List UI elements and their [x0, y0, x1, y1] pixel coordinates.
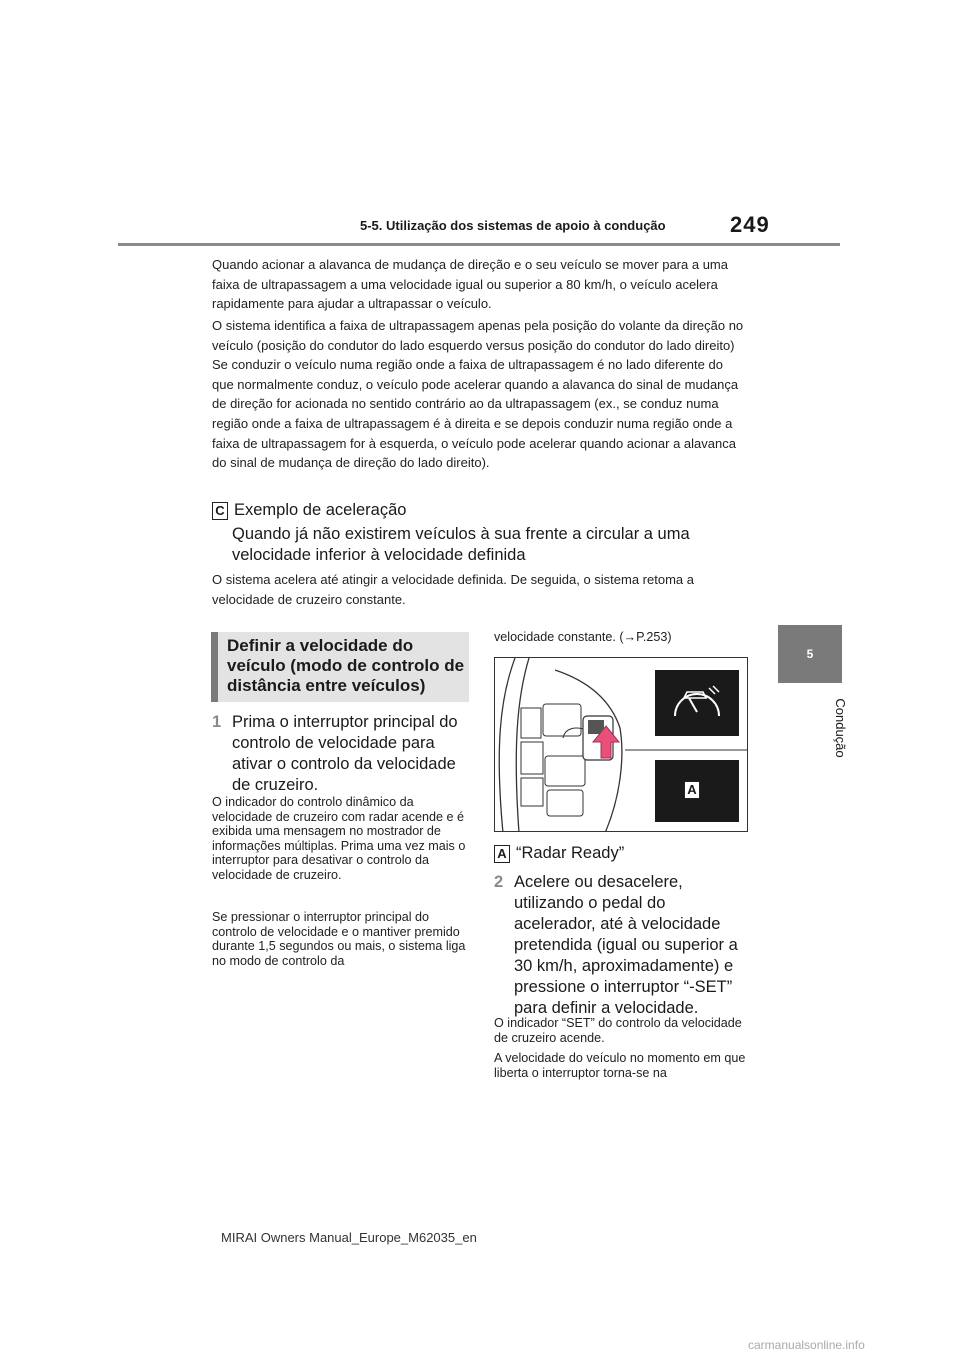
- note-2: Se pressionar o interruptor principal do controlo de velocidade e o mantiver premido durante 1,5 segundos ou mais, o sistema liga no modo de controlo da: [212, 910, 466, 968]
- intro-paragraph-1: Quando acionar a alavanca de mudança de direção e o seu veículo se mover para a uma faixa de ultrapassagem a uma velocidade igual ou superior a 80 km/h, o veículo acelera rapidamente para ajudar a ultrapassar o veículo.: [212, 257, 728, 312]
- note-4: A velocidade do veículo no momento em que liberta o interruptor torna-se na: [494, 1051, 746, 1080]
- step-1-text: Prima o interruptor principal do controlo de velocidade para ativar o controlo da velocidade de cruzeiro.: [232, 713, 458, 794]
- figure-label-a: A: [684, 781, 700, 799]
- note-1: O indicador do controlo dinâmico da velocidade de cruzeiro com radar acende e é exibida uma mensagem no mostrador de informações múltiplas. Prima uma vez mais o interruptor para desativar o controlo da velocidade de cruzeiro.: [212, 795, 466, 882]
- note-3: O indicador “SET” do controlo da velocidade de cruzeiro acende.: [494, 1016, 742, 1045]
- step-2-text: Acelere ou desacelere, utilizando o pedal do acelerador, até à velocidade pretendida (igual ou superior a 30 km/h, aproximadamente) e pressione o interruptor “-SET” para definir a velocidade.: [514, 873, 738, 1017]
- steering-wheel-drawing: [495, 658, 748, 832]
- chapter-label-wrapper: [790, 690, 848, 790]
- caption-badge: A: [494, 845, 510, 863]
- subsection-heading-box: [211, 632, 469, 702]
- example-badge: C: [212, 502, 228, 520]
- manual-id: MIRAI Owners Manual_Europe_M62035_en: [221, 1230, 477, 1245]
- continuation-text: velocidade constante. (→P.253): [494, 630, 672, 644]
- caption-row: [494, 843, 624, 864]
- section-title: 5-5. Utilização dos sistemas de apoio à condução: [360, 218, 666, 233]
- subsection-heading: Definir a velocidade do veículo (modo de controlo de distância entre veículos): [227, 636, 465, 695]
- intro-paragraph-2: O sistema identifica a faixa de ultrapassagem apenas pela posição do volante da direção no veículo (posição do condutor do lado esquerdo versus posição do condutor do lado direito) Se conduzir o veículo numa região onde a faixa de ultrapassagem é no lado diferente do que normalmente conduz, o veículo pode acelerar quando a alavanca do sinal de mudança de direção for acionada no sentido contrário ao da ultrapassagem (ex., se conduz numa região onde a faixa de ultrapassagem é à direita e se depois conduzir numa região onde a faixa de ultrapassagem for à esquerda, o veículo pode acelerar quando acionar a alavanca do sinal de mudança de direção do lado direito).: [212, 318, 744, 471]
- steering-switch-illustration: [494, 657, 748, 832]
- chapter-label: Condução: [833, 698, 848, 758]
- step-1: [212, 712, 472, 796]
- watermark-text: carmanualsonline.info: [748, 1338, 865, 1352]
- header-rule: [118, 243, 840, 246]
- example-block: [212, 500, 752, 566]
- caption-text: “Radar Ready”: [516, 844, 625, 862]
- chapter-tab[interactable]: 5: [778, 625, 842, 683]
- example-subtitle: Quando já não existirem veículos à sua frente a circular a uma velocidade inferior à velocidade definida: [232, 525, 690, 564]
- step-2: [494, 872, 750, 1019]
- example-title-row: [212, 500, 752, 521]
- step-2-number: 2: [494, 873, 504, 891]
- step-1-number: 1: [212, 713, 222, 731]
- page-number: 249: [730, 212, 770, 237]
- example-note: O sistema acelera até atingir a velocidade definida. De seguida, o sistema retoma a velocidade de cruzeiro constante.: [212, 572, 694, 607]
- example-title: Exemplo de aceleração: [234, 501, 407, 519]
